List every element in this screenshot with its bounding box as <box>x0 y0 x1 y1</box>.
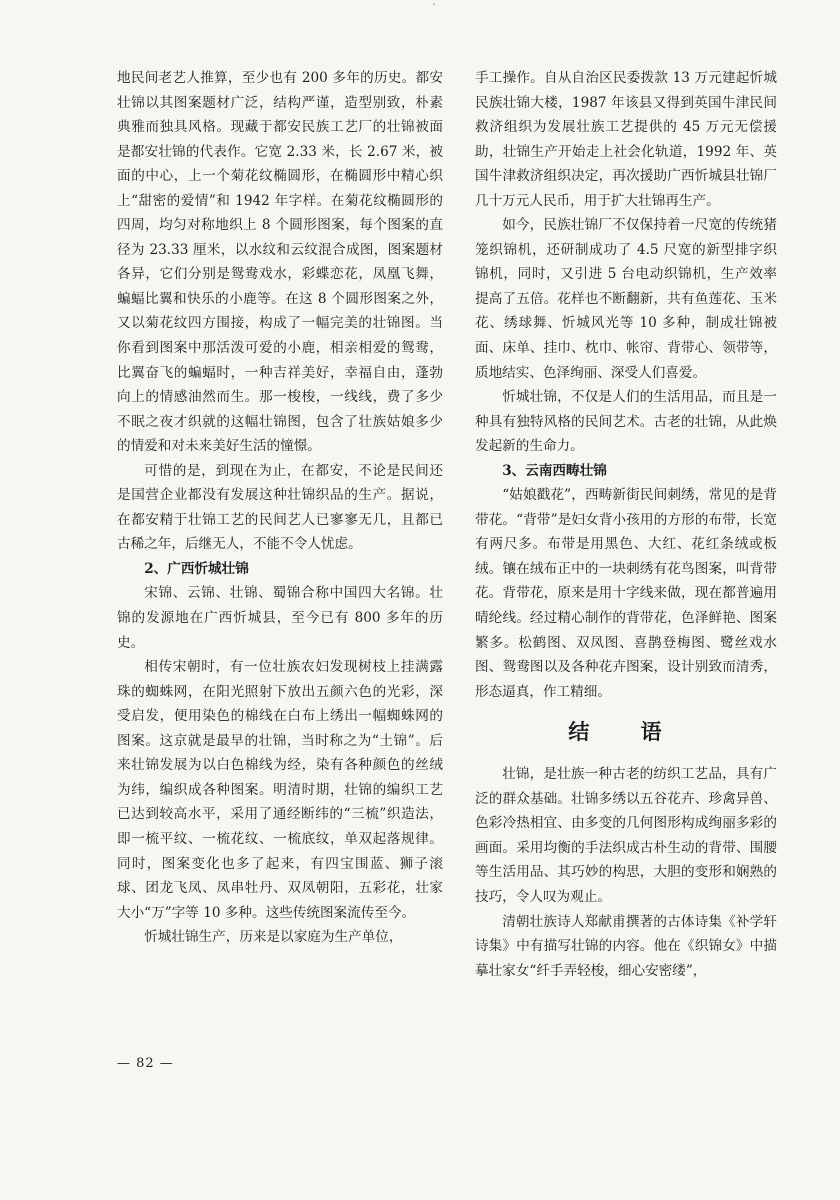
scan-mark: ˋ <box>432 4 437 15</box>
paragraph: 可惜的是，到现在为止，在都安，不论是民间还是国营企业都没有发展这种壮锦织品的生产。据说，在都安精于壮锦工艺的民间艺人已寥寥无几，且都已古稀之年，后继无人，不能不令人忧虑。 <box>117 462 443 553</box>
paragraph: 手工操作。自从自治区民委拨款 13 万元建起忻城民族壮锦大楼，1987 年该县又得到英国牛津民间救济组织为发展壮族工艺提供的 45 万元无偿援助，壮锦生产开始走上社会化轨道，1992 年、英国牛津救济组织决定，再次援助广西忻城县壮锦厂几十万元人民币，用于扩大壮锦再生产。 <box>475 70 777 209</box>
paragraph: 相传宋朝时，有一位壮族农妇发现树枝上挂满露珠的蜘蛛网，在阳光照射下放出五颜六色的光彩，深受启发，便用染色的棉线在白布上绣出一幅蜘蛛网的图案。这京就是最早的壮锦，当时称之为“土锦”。后来壮锦发展为以白色棉线为经，染有各种颜色的丝绒为纬，编织成各种图案。明清时期，壮锦的编织工艺已达到较高水平，采用了通经断纬的“三梳”织造法，即一梳平纹、一梳花纹、一梳底纹，单双起落规律。同时，图案变化也多了起来，有四宝围蓝、狮子滚球、团龙飞凤、凤串牡丹、双凤朝阳，五彩花，壮家大小“万”字等 10 多种。这些传统图案流传至今。 <box>117 659 443 921</box>
paragraph: 地民间老艺人推算，至少也有 200 多年的历史。都安壮锦以其图案题材广泛，结构严谨，造型别致，朴素典雅而独具风格。现藏于都安民族工艺厂的壮锦被面是都安壮锦的代表作。它宽 2.33 米，长 2.67 米，被面的中心，上一个菊花纹椭圆形，在椭圆形中精心织上“甜密的爱情”和 1942 年字样。在菊花纹椭圆形的四周，均匀对称地织上 8 个圆形图案，每个图案的直径为 23.33 厘米，以水纹和云纹混合成图，图案题材各异，它们分别是鸳鸯戏水，彩蝶恋花，凤凰飞舞，蝙蝠比翼和快乐的小鹿等。在这 8 个圆形图案之外，又以菊花纹四方围接，构成了一幅完美的壮锦图。当你看到图案中那活泼可爱的小鹿，相亲相爱的鸳鸯，比翼奋飞的蝙蝠时，一种吉祥美好，幸福自由，蓬勃向上的情感油然而生。那一梭梭，一线线，费了多少不眠之夜才织就的这幅壮锦图，包含了壮族姑娘多少的情爱和对未来美好生活的憧憬。 <box>117 70 443 455</box>
paragraph: 如今，民族壮锦厂不仅保持着一尺宽的传统猪笼织锦机，还研制成功了 4.5 尺宽的新型排字织锦机，同时，又引进 5 台电动织锦机，生产效率提高了五倍。花样也不断翻新，共有鱼莲花、玉米花、绣球舞、忻城风光等 10 多种，制成壮锦被面、床单、挂巾、枕巾、帐帘、背带心、领带等，质地结实、色泽绚丽、深受人们喜爱。 <box>475 217 777 381</box>
paragraph: “姑娘戳花”，西畴新街民间刺绣，常见的是背带花。“背带”是妇女背小孩用的方形的布带，长宽有两尺多。布带是用黑色、大红、花红条绒或板绒。镶在绒布正中的一块刺绣有花鸟图案，叫背带花。背带花，原来是用十字线来做，现在都普遍用晴纶线。经过精心制作的背带花，色泽鲜艳、图案繁多。松鹤图、双凤图、喜鹊登梅图、鹭丝戏水图、鸳鸯图以及各种花卉图案，设计别致而清秀，形态逼真，作工精细。 <box>475 487 777 700</box>
paragraph: 壮锦，是壮族一种古老的纺织工艺品，具有广泛的群众基础。壮锦多绣以五谷花卉、珍禽异兽、色彩冷热相宜、由多变的几何图形构成绚丽多彩的画面。采用均衡的手法织成古朴生动的背带、围腰等生活用品、其巧妙的构思，大胆的变形和娴熟的技巧，令人叹为观止。 <box>475 766 777 905</box>
section-heading: 3、云南西畴壮锦 <box>502 462 607 479</box>
right-column <box>475 66 777 983</box>
paragraph: 忻城壮锦，不仅是人们的生活用品，而且是一种具有独特风格的民间艺术。古老的壮锦，从此焕发起新的生命力。 <box>475 389 777 455</box>
left-column <box>117 66 443 950</box>
page-number: — 82 — <box>117 1056 174 1071</box>
conclusion-heading: 结 语 <box>568 719 684 745</box>
paragraph: 清朝壮族诗人郑献甫撰著的古体诗集《补学轩诗集》中有描写壮锦的内容。他在《织锦女》中描摹壮家女“纤手弄轻梭，细心安密缕”， <box>475 913 777 979</box>
section-heading: 2、广西忻城壮锦 <box>144 560 249 577</box>
paragraph: 宋锦、云锦、壮锦、蜀锦合称中国四大名锦。壮锦的发源地在广西忻城县，至今已有 800 多年的历史。 <box>117 585 443 651</box>
paragraph: 忻城壮锦生产，历来是以家庭为生产单位， <box>144 929 403 946</box>
